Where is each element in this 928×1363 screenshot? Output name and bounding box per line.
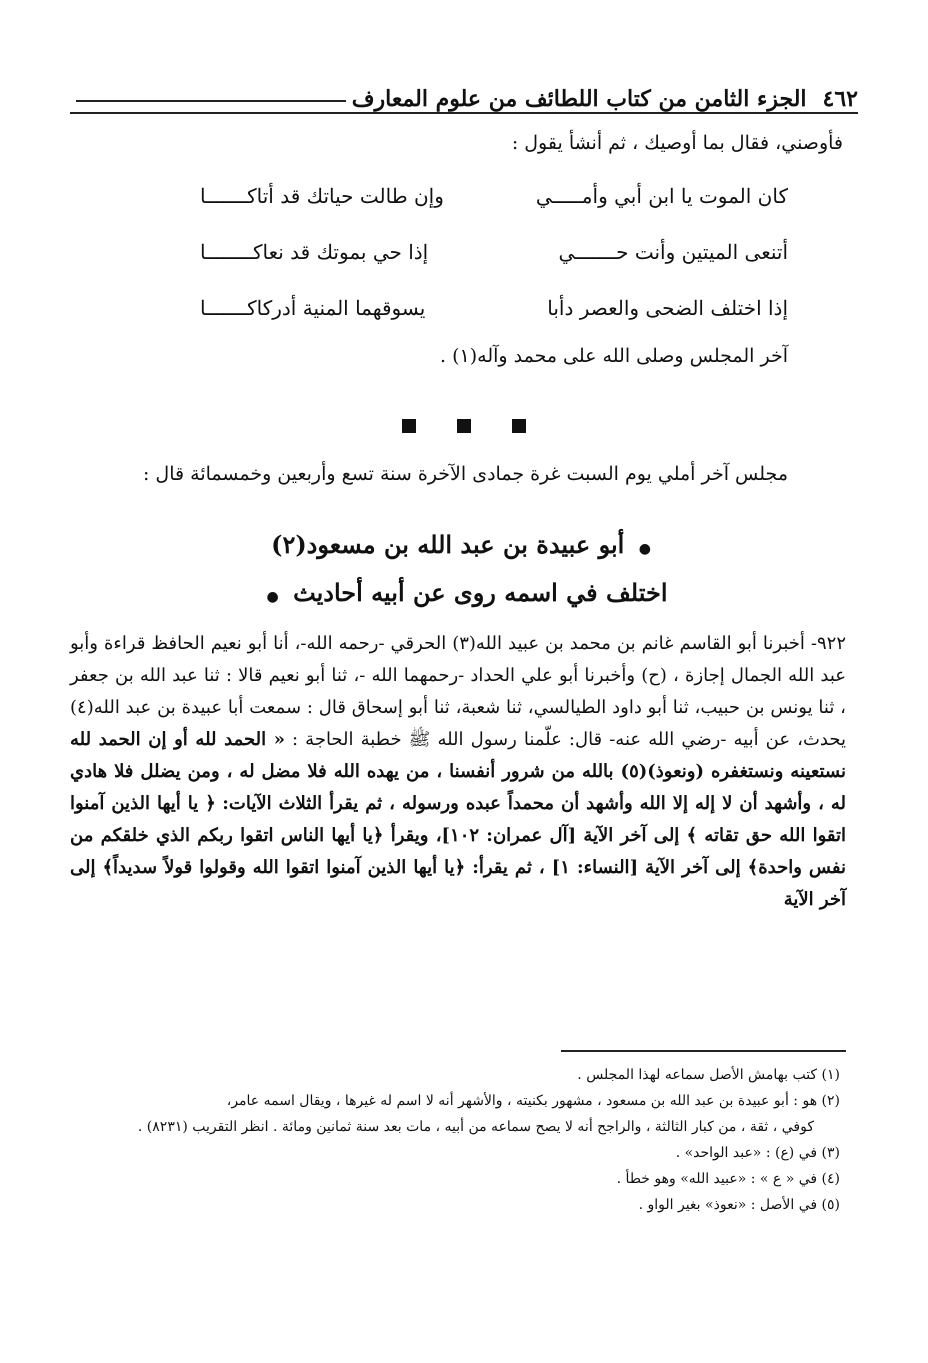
section-separator xyxy=(0,418,928,437)
narrator-heading xyxy=(0,530,928,559)
footnote-continuation: كوفي ، ثقة ، من كبار الثالثة ، والراجح أنه لا يصح سماعه من أبيه ، مات بعد سنة ثمانين ومائة . انظر التقريب (٨٢٣١) . xyxy=(137,1119,814,1135)
poem-verse xyxy=(160,168,788,224)
poem-verse xyxy=(160,224,788,280)
narrator-name: أبو عبيدة بن عبد الله بن مسعود(٢) xyxy=(271,530,625,559)
footnote: (٤) في « ع » : «عبيد الله» وهو خطأ . xyxy=(616,1171,840,1187)
narrator-note: اختلف في اسمه روى عن أبيه أحاديث xyxy=(293,578,668,607)
footnote-rule xyxy=(561,1050,846,1052)
session-line: مجلس آخر أملي يوم السبت غرة جمادى الآخرة سنة تسع وأربعين وخمسمائة قال : xyxy=(142,463,788,485)
poem xyxy=(160,168,788,336)
isnad-text: ٩٢٢- أخبرنا أبو القاسم غانم بن محمد بن عبيد الله(٣) الحرقي -رحمه الله-، أنا أبو نعيم الحافظ قراءة وأبو عبد الله الجمال إجازة ، (ح) وأخبرنا أبو علي الحداد -رحمهما الله -، ثنا أبو نعيم قالا : ثنا عبد الله بن جعفر ، ثنا يونس بن حبيب، ثنا أبو داود الطيالسي، ثنا شعبة، ثنا أبو إسحاق قال : سمعت أبا عبيدة بن عبد الله(٤) يحدث، عن أبيه -رضي الله عنه- قال: علّمنا رسول الله ﷺ خطبة الحاجة : xyxy=(70,633,846,750)
narrator-subheading xyxy=(0,578,928,607)
hadith-text: « الحمد لله أو إن الحمد لله نستعينه ونستغفره (ونعوذ)(٥) بالله من شرور أنفسنا ، من يهده الله فلا مضل له ، ومن يضلل فلا هادي له ، وأشهد أن لا إله إلا الله وأشهد أن محمداً عبده ورسوله ، ثم يقرأ الثلاث الآيات: xyxy=(70,729,847,814)
separator-square-icon xyxy=(402,419,416,433)
verse-first-hemistich: كان الموت يا ابن أبي وأمـــــي xyxy=(535,184,788,208)
poem-verse xyxy=(160,280,788,336)
running-title: الجزء الثامن من كتاب اللطائف من علوم المعارف xyxy=(351,86,807,112)
footnote: (١) كتب بهامش الأصل سماعه لهذا المجلس . xyxy=(577,1067,840,1083)
separator-square-icon xyxy=(457,419,471,433)
intro-line: فأوصني، فقال بما أوصيك ، ثم أنشأ يقول : xyxy=(511,132,843,154)
hadith-body xyxy=(70,628,846,916)
header-rule xyxy=(76,100,346,102)
page-header xyxy=(70,78,858,114)
verse-first-hemistich: إذا اختلف الضحى والعصر دأبا xyxy=(547,296,788,320)
footnote: (٣) في (ع) : «عبد الواحد» . xyxy=(675,1145,840,1161)
verse-second-hemistich: إذا حي بموتك قد نعاكــــــــا xyxy=(200,240,429,264)
bullet-icon: ● xyxy=(266,589,279,605)
verse-second-hemistich: وإن طالت حياتك قد أتاكـــــــا xyxy=(200,184,444,208)
verse-second-hemistich: يسوقهما المنية أدركاكـــــــا xyxy=(200,296,426,320)
bullet-icon: ● xyxy=(638,541,651,557)
footnote: (٢) هو : أبو عبيدة بن عبد الله بن مسعود ، مشهور بكنيته ، والأشهر أنه لا اسم له غيرها ، ويقال اسمه عامر، xyxy=(226,1093,840,1109)
quran-verses-text: ﴿ يا أيها الذين آمنوا اتقوا الله حق تقاته ﴾ إلى آخر الآية [آل عمران: ١٠٢]، ويقرأ ﴿يا أيها الناس اتقوا ربكم الذي خلقكم من نفس واحدة﴾ إلى آخر الآية [النساء: ١] ، ثم يقرأ: ﴿يا أيها الذين آمنوا اتقوا الله وقولوا قولاً سديداً﴾ إلى آخر الآية xyxy=(70,793,846,910)
footnote: (٥) في الأصل : «نعوذ» بغير الواو . xyxy=(638,1197,840,1213)
verse-first-hemistich: أتنعى الميتين وأنت حـــــــي xyxy=(558,240,788,264)
separator-square-icon xyxy=(512,419,526,433)
footnotes xyxy=(70,1062,840,1218)
closing-line: آخر المجلس وصلى الله على محمد وآله(١) . xyxy=(440,345,788,367)
page-number: ٤٦٢ xyxy=(822,86,858,112)
